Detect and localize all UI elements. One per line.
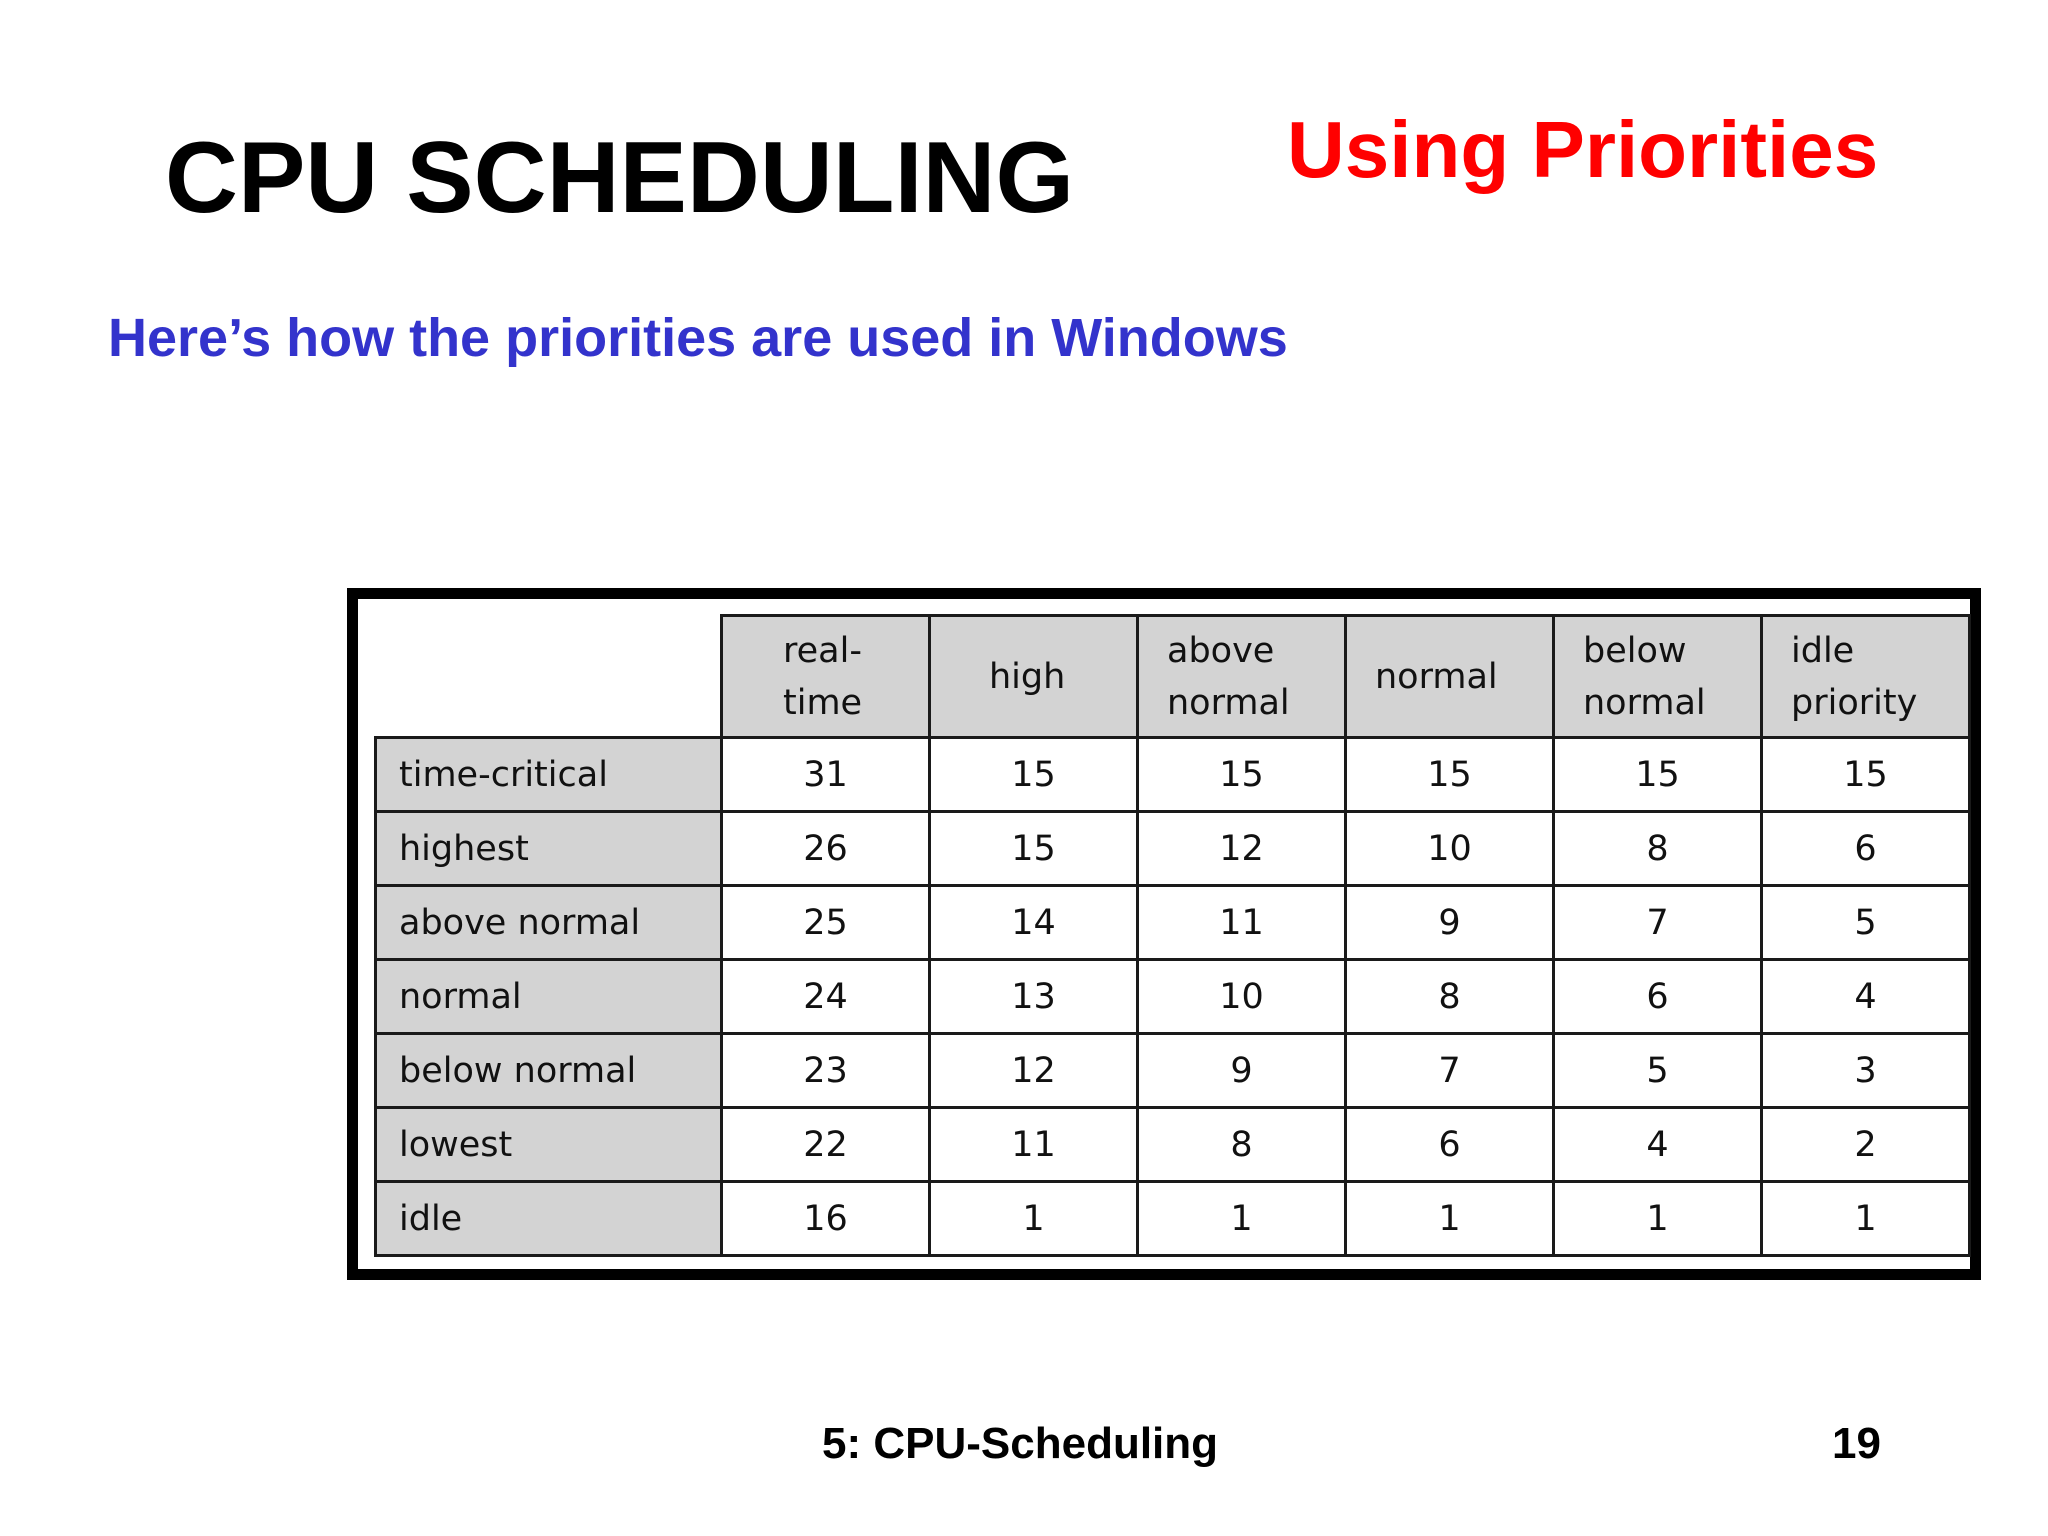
table-cell: 1 — [1554, 1182, 1762, 1256]
table-cell: 6 — [1346, 1108, 1554, 1182]
table-cell: 7 — [1554, 886, 1762, 960]
table-cell: 1 — [1138, 1182, 1346, 1256]
table-cell: 1 — [1346, 1182, 1554, 1256]
table-cell: 11 — [1138, 886, 1346, 960]
header-row — [376, 616, 1970, 738]
table-row — [376, 738, 1970, 812]
row-header: lowest — [376, 1108, 722, 1182]
column-header-line: high — [989, 656, 1066, 697]
table-cell: 5 — [1762, 886, 1970, 960]
row-header: below normal — [376, 1034, 722, 1108]
table-cell: 9 — [1138, 1034, 1346, 1108]
column-header-line: normal — [1375, 656, 1498, 697]
table-cell: 14 — [930, 886, 1138, 960]
table-cell: 7 — [1346, 1034, 1554, 1108]
table-cell: 5 — [1554, 1034, 1762, 1108]
table-cell: 15 — [1138, 738, 1346, 812]
table-cell: 25 — [722, 886, 930, 960]
table-cell: 10 — [1346, 812, 1554, 886]
table-cell: 4 — [1554, 1108, 1762, 1182]
table-cell: 11 — [930, 1108, 1138, 1182]
table-cell: 22 — [722, 1108, 930, 1182]
column-header-line: idle — [1791, 630, 1855, 671]
table-cell: 6 — [1762, 812, 1970, 886]
table-cell: 12 — [1138, 812, 1346, 886]
table-cell: 12 — [930, 1034, 1138, 1108]
table-cell: 8 — [1346, 960, 1554, 1034]
footer-chapter-label: 5: CPU-Scheduling — [822, 1419, 1219, 1468]
table-cell: 8 — [1138, 1108, 1346, 1182]
table-cell: 6 — [1554, 960, 1762, 1034]
slide-subtitle: Using Priorities — [1287, 105, 1879, 194]
slide-title: CPU SCHEDULING — [165, 122, 1075, 234]
table-row — [376, 812, 1970, 886]
table-cell: 15 — [1762, 738, 1970, 812]
row-header: time-critical — [376, 738, 722, 812]
column-header-line: normal — [1167, 682, 1290, 723]
table-row — [376, 1182, 1970, 1256]
column-header-line: time — [783, 682, 863, 723]
table-cell: 4 — [1762, 960, 1970, 1034]
table-cell: 2 — [1762, 1108, 1970, 1182]
column-header-line: priority — [1791, 682, 1918, 723]
column-header-line: normal — [1583, 682, 1706, 723]
row-header: above normal — [376, 886, 722, 960]
table-cell: 15 — [930, 738, 1138, 812]
table-row — [376, 1034, 1970, 1108]
table-cell: 16 — [722, 1182, 930, 1256]
table-cell: 24 — [722, 960, 930, 1034]
table-cell: 15 — [930, 812, 1138, 886]
table-cell: 31 — [722, 738, 930, 812]
intro-text: Here’s how the priorities are used in Windows — [108, 308, 1288, 368]
table-cell: 3 — [1762, 1034, 1970, 1108]
table-cell: 8 — [1554, 812, 1762, 886]
column-header-line: real- — [783, 630, 862, 671]
column-header — [1762, 616, 1970, 738]
table-cell: 1 — [1762, 1182, 1970, 1256]
table-cell: 15 — [1346, 738, 1554, 812]
page-number: 19 — [1832, 1419, 1881, 1468]
column-header — [1554, 616, 1762, 738]
table-cell: 26 — [722, 812, 930, 886]
priority-table — [374, 614, 1971, 1257]
row-header: idle — [376, 1182, 722, 1256]
table-row — [376, 886, 1970, 960]
column-header — [1346, 616, 1554, 738]
column-header-line: below — [1583, 630, 1687, 671]
table-cell: 15 — [1554, 738, 1762, 812]
column-header — [930, 616, 1138, 738]
table-cell: 9 — [1346, 886, 1554, 960]
table-corner — [376, 616, 722, 738]
column-header — [722, 616, 930, 738]
column-header-line: above — [1167, 630, 1275, 671]
table-row — [376, 1108, 1970, 1182]
row-header: highest — [376, 812, 722, 886]
table-cell: 13 — [930, 960, 1138, 1034]
column-header — [1138, 616, 1346, 738]
table-row — [376, 960, 1970, 1034]
table-cell: 10 — [1138, 960, 1346, 1034]
table-cell: 1 — [930, 1182, 1138, 1256]
row-header: normal — [376, 960, 722, 1034]
table-cell: 23 — [722, 1034, 930, 1108]
